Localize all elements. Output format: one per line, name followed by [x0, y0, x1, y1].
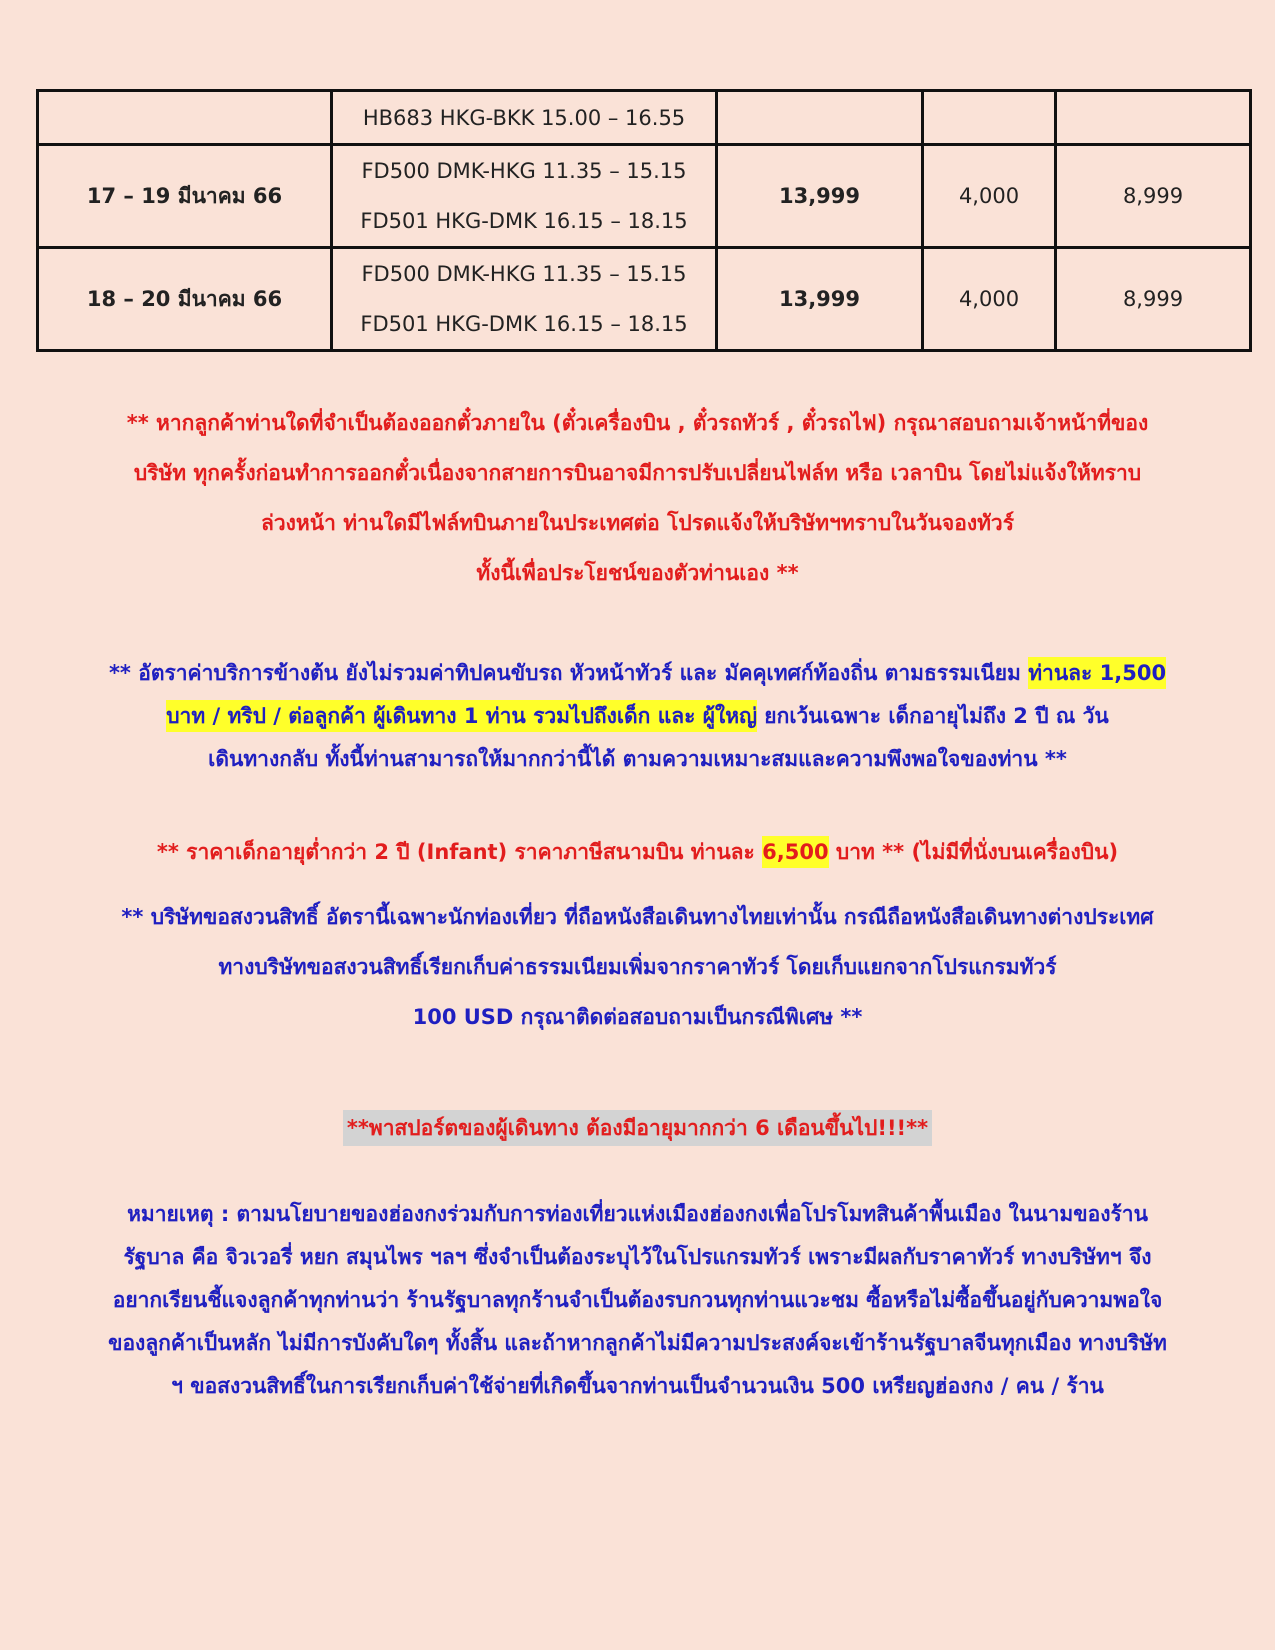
deposit-cell: 4,000 — [923, 248, 1056, 351]
extra-cell: 8,999 — [1056, 145, 1251, 248]
extra-cell — [1056, 91, 1251, 145]
notice-line: หมายเหตุ : ตามนโยบายของฮ่องกงร่วมกับการท่องเที่ยวแห่งเมืองฮ่องกงเพื่อโปรโมทสินค้าพื้นเมือง ในนามของร้าน — [127, 1202, 1148, 1226]
deposit-cell: 4,000 — [923, 145, 1056, 248]
flight-line: FD501 HKG-DMK 16.15 – 18.15 — [360, 209, 688, 233]
tip-text: ** อัตราค่าบริการข้างต้น ยังไม่รวมค่าทิปคนขับรถ หัวหน้าทัวร์ และ มัคคุเทศก์ท้องถิ่น ตามธรรมเนียม — [108, 661, 1029, 685]
table-row — [38, 248, 1251, 351]
price-cell: 13,999 — [717, 145, 923, 248]
notice-line: ** หากลูกค้าท่านใดที่จำเป็นต้องออกตั๋วภายใน (ตั๋วเครื่องบิน , ตั๋วรถทัวร์ , ตั๋วรถไฟ) กรุณาสอบถามเจ้าหน้าที่ของ — [126, 411, 1149, 435]
notice-line: ทางบริษัทขอสงวนสิทธิ์เรียกเก็บค่าธรรมเนียมเพิ่มจากราคาทัวร์ โดยเก็บแยกจากโปรแกรมทัวร์ — [218, 955, 1057, 979]
ticket-notice — [0, 398, 1275, 598]
notice-line: ฯ ขอสงวนสิทธิ์ในการเรียกเก็บค่าใช้จ่ายที่เกิดขึ้นจากท่านเป็นจำนวนเงิน 500 เหรียญฮ่องกง / คน / ร้าน — [171, 1374, 1104, 1398]
notice-line — [0, 827, 1275, 877]
travel-date: 17 – 19 มีนาคม 66 — [38, 145, 332, 248]
notice-line — [0, 695, 1275, 738]
flight-info — [332, 145, 717, 248]
price-cell — [717, 91, 923, 145]
tip-condition-highlight: บาท / ทริป / ต่อลูกค้า ผู้เดินทาง 1 ท่าน รวมไปถึงเด็ก และ ผู้ใหญ่ — [166, 700, 757, 732]
notice-line: เดินทางกลับ ทั้งนี้ท่านสามารถให้มากกว่านี้ได้ ตามความเหมาะสมและความพึงพอใจของท่าน ** — [208, 747, 1067, 771]
notice-line: ทั้งนี้เพื่อประโยชน์ของตัวท่านเอง ** — [476, 561, 799, 585]
flight-line: HB683 HKG-BKK 15.00 – 16.55 — [362, 105, 686, 130]
flight-info — [332, 91, 717, 145]
tip-text: ยกเว้นเฉพาะ เด็กอายุไม่ถึง 2 ปี ณ วัน — [757, 704, 1109, 728]
tour-price-table — [36, 89, 1252, 352]
travel-date: 18 – 20 มีนาคม 66 — [38, 248, 332, 351]
remark-notice — [0, 1193, 1275, 1408]
passport-right-notice — [0, 892, 1275, 1042]
infant-text: ** ราคาเด็กอายุต่ำกว่า 2 ปี (Infant) ราคาภาษีสนามบิน ท่านละ — [156, 840, 763, 864]
notice-line — [0, 652, 1275, 695]
notice-line: ของลูกค้าเป็นหลัก ไม่มีการบังคับใดๆ ทั้งสิ้น และถ้าหากลูกค้าไม่มีความประสงค์จะเข้าร้านรัฐบาลจีนทุกเมือง ทางบริษัท — [108, 1331, 1167, 1355]
extra-cell: 8,999 — [1056, 248, 1251, 351]
notice-line — [0, 1103, 1275, 1153]
travel-date — [38, 91, 332, 145]
table-row — [38, 145, 1251, 248]
tip-amount-highlight: ท่านละ 1,500 — [1028, 657, 1166, 689]
passport-validity-notice — [0, 1103, 1275, 1153]
table-row — [38, 91, 1251, 145]
notice-line: บริษัท ทุกครั้งก่อนทำการออกตั๋วเนื่องจากสายการบินอาจมีการปรับเปลี่ยนไฟล์ท หรือ เวลาบิน โดยไม่แจ้งให้ทราบ — [133, 461, 1142, 485]
flight-line: FD500 DMK-HKG 11.35 – 15.15 — [361, 159, 687, 183]
flight-info — [332, 248, 717, 351]
infant-notice — [0, 827, 1275, 877]
passport-validity-text: **พาสปอร์ตของผู้เดินทาง ต้องมีอายุมากกว่า 6 เดือนขึ้นไป!!!** — [343, 1110, 932, 1146]
notice-line: ล่วงหน้า ท่านใดมีไฟล์ทบินภายในประเทศต่อ โปรดแจ้งให้บริษัทฯทราบในวันจองทัวร์ — [260, 511, 1014, 535]
infant-text: บาท ** (ไม่มีที่นั่งบนเครื่องบิน) — [828, 840, 1119, 864]
notice-line: 100 USD กรุณาติดต่อสอบถามเป็นกรณีพิเศษ ** — [412, 1005, 863, 1029]
flight-line: FD501 HKG-DMK 16.15 – 18.15 — [360, 312, 688, 336]
notice-line: รัฐบาล คือ จิวเวอรี่ หยก สมุนไพร ฯลฯ ซึ่งจำเป็นต้องระบุไว้ในโปรแกรมทัวร์ เพราะมีผลกับราคาทัวร์ ทางบริษัทฯ จึง — [123, 1245, 1152, 1269]
price-cell: 13,999 — [717, 248, 923, 351]
tip-notice — [0, 652, 1275, 781]
notice-line: ** บริษัทขอสงวนสิทธิ์ อัตรานี้เฉพาะนักท่องเที่ยว ที่ถือหนังสือเดินทางไทยเท่านั้น กรณีถือหนังสือเดินทางต่างประเทศ — [121, 905, 1154, 929]
notice-line: อยากเรียนชี้แจงลูกค้าทุกท่านว่า ร้านรัฐบาลทุกร้านจำเป็นต้องรบกวนทุกท่านแวะชม ซื้อหรือไม่ซื้อขึ้นอยู่กับความพอใจ — [112, 1288, 1163, 1312]
infant-amount-highlight: 6,500 — [762, 836, 828, 868]
flight-line: FD500 DMK-HKG 11.35 – 15.15 — [361, 262, 687, 286]
deposit-cell — [923, 91, 1056, 145]
